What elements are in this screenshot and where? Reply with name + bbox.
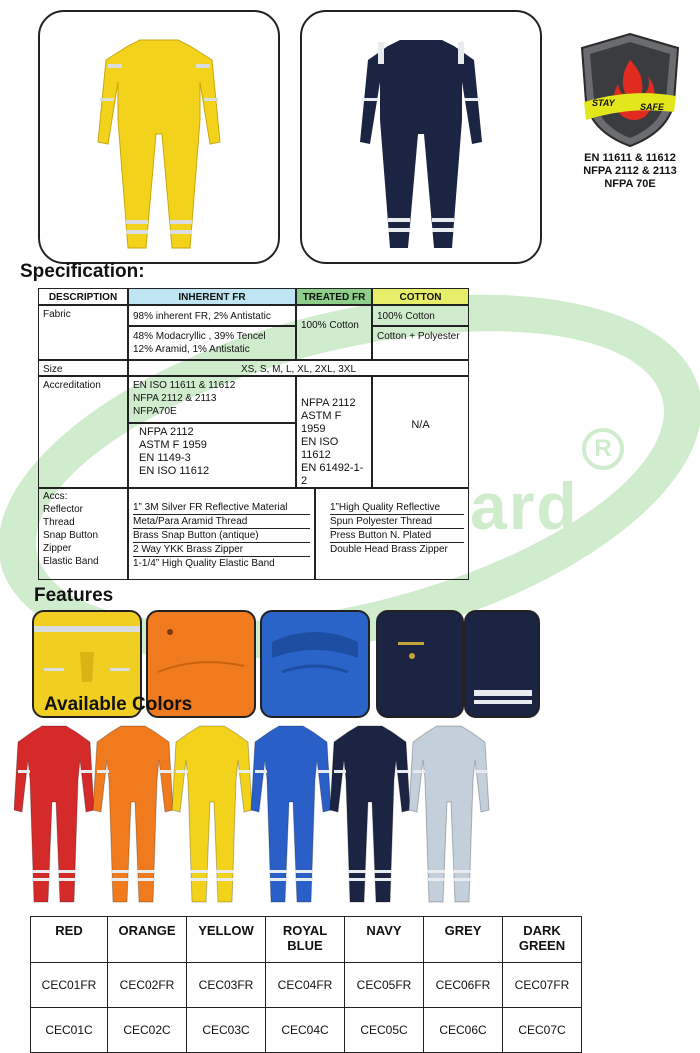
navy-coverall-photo: [300, 10, 542, 264]
size-value: XS, S, M, L, XL, 2XL, 3XL: [128, 360, 469, 376]
color-name-cell: ROYAL BLUE: [266, 917, 345, 963]
fabric-inherent-2a: 48% Modacryllic , 39% Tencel: [133, 331, 266, 342]
watermark-logo-text: ard: [470, 469, 579, 543]
accs-item: 2 Way YKK Brass Zipper: [133, 543, 310, 557]
accs-label: Thread: [43, 517, 75, 528]
color-name-cell: RED: [31, 917, 108, 963]
c-code-cell: CEC06C: [424, 1008, 503, 1053]
c-code-cell: CEC04C: [266, 1008, 345, 1053]
color-code-table: [30, 916, 582, 1053]
coverall-red: [14, 726, 94, 902]
accs-item: Brass Snap Button (antique): [133, 529, 310, 543]
accr-line: NFPA 2112 & 2113: [133, 393, 217, 404]
c-code-cell: CEC02C: [108, 1008, 187, 1053]
color-name-row: [31, 917, 582, 963]
accs-item: 1” 3M Silver FR Reflective Material: [133, 501, 310, 515]
accr-line: EN ISO 11612: [301, 436, 339, 461]
accr-line: EN ISO 11611 & 11612: [133, 380, 236, 391]
header-treated-fr: TREATED FR: [296, 288, 372, 305]
accs-inherent: [128, 488, 315, 580]
accs-item: Press Button N. Plated: [330, 529, 464, 543]
feature-photo-navy-zipper: [376, 610, 464, 718]
accs-label: Snap Button: [43, 530, 99, 541]
fabric-inherent-2: [128, 326, 296, 360]
fr-code-cell: CEC05FR: [345, 963, 424, 1008]
accr-line: NFPA 2112: [139, 426, 194, 438]
color-name-cell: YELLOW: [187, 917, 266, 963]
fabric-treated: 100% Cotton: [296, 305, 372, 360]
yellow-coverall-photo: [38, 10, 280, 264]
badge-stay-text: STAY: [592, 98, 615, 108]
badge-standard-line: NFPA 70E: [604, 178, 656, 190]
accs-item: 1-1/4” High Quality Elastic Band: [133, 558, 275, 569]
color-c-code-row: [31, 1008, 582, 1053]
accs-item: Double Head Brass Zipper: [330, 544, 448, 555]
accr-line: EN 61492-1-2: [301, 462, 364, 487]
fabric-label: Fabric: [38, 305, 128, 360]
accs-labels: [38, 488, 128, 580]
header-description: DESCRIPTION: [38, 288, 128, 305]
accr-line: NFPA 2112: [301, 397, 356, 409]
header-inherent-fr: INHERENT FR: [128, 288, 296, 305]
feature-photo-navy-cuff: [464, 610, 540, 718]
fr-code-cell: CEC04FR: [266, 963, 345, 1008]
accreditation-cotton: N/A: [372, 376, 469, 488]
c-code-cell: CEC01C: [31, 1008, 108, 1053]
fr-code-cell: CEC06FR: [424, 963, 503, 1008]
fabric-cotton-1: 100% Cotton: [372, 305, 469, 326]
accreditation-treated: [296, 376, 372, 488]
accr-line: ASTM F 1959: [139, 439, 207, 451]
coverall-yellow: [172, 726, 252, 902]
fr-code-cell: CEC07FR: [503, 963, 582, 1008]
accs-item: Meta/Para Aramid Thread: [133, 515, 310, 529]
accr-line: EN 1149-3: [139, 452, 191, 464]
coverall-royal-blue: [251, 726, 331, 902]
fr-code-cell: CEC01FR: [31, 963, 108, 1008]
accs-item: Spun Polyester Thread: [330, 515, 464, 529]
stay-safe-shield-logo: [578, 32, 682, 148]
badge-standards: [566, 152, 694, 191]
fr-code-cell: CEC02FR: [108, 963, 187, 1008]
badge-standard-line: NFPA 2112 & 2113: [583, 165, 677, 177]
accreditation-label: Accreditation: [38, 376, 128, 488]
accs-label: Zipper: [43, 543, 72, 554]
accr-line: EN ISO 11612: [139, 465, 210, 477]
coverall-orange: [93, 726, 173, 902]
coverall-navy: [330, 726, 410, 902]
accs-label: Reflector: [43, 504, 84, 515]
coverall-color-row: [14, 720, 494, 910]
accs-label: Accs:: [43, 491, 68, 502]
c-code-cell: CEC07C: [503, 1008, 582, 1053]
specification-heading: Specification:: [20, 261, 145, 282]
specification-table: [38, 288, 469, 580]
accreditation-inherent-2: [128, 423, 296, 488]
fabric-inherent-2b: 12% Aramid, 1% Antistatic: [133, 344, 250, 355]
c-code-cell: CEC03C: [187, 1008, 266, 1053]
c-code-cell: CEC05C: [345, 1008, 424, 1053]
fabric-inherent-1: 98% inherent FR, 2% Antistatic: [128, 305, 296, 326]
watermark-registered-mark: R: [582, 428, 624, 470]
fr-code-cell: CEC03FR: [187, 963, 266, 1008]
accr-line: ASTM F 1959: [301, 410, 342, 435]
badge-standard-line: EN 11611 & 11612: [584, 152, 676, 164]
color-name-cell: ORANGE: [108, 917, 187, 963]
accs-label: Elastic Band: [43, 556, 99, 567]
available-colors-heading: Available Colors: [44, 694, 193, 715]
fabric-cotton-2: Cotton + Polyester: [372, 326, 469, 360]
coverall-grey: [409, 726, 489, 902]
color-name-cell: DARK GREEN: [503, 917, 582, 963]
header-cotton: COTTON: [372, 288, 469, 305]
accs-item: 1”High Quality Reflective: [330, 501, 464, 515]
accreditation-inherent-1: [128, 376, 296, 423]
accr-line: NFPA70E: [133, 406, 177, 417]
color-name-cell: NAVY: [345, 917, 424, 963]
color-fr-code-row: [31, 963, 582, 1008]
accs-other: [315, 488, 469, 580]
size-label: Size: [38, 360, 128, 376]
features-heading: Features: [34, 585, 114, 606]
feature-photo-blue-back: [260, 610, 370, 718]
badge-safe-text: SAFE: [640, 102, 665, 112]
color-name-cell: GREY: [424, 917, 503, 963]
